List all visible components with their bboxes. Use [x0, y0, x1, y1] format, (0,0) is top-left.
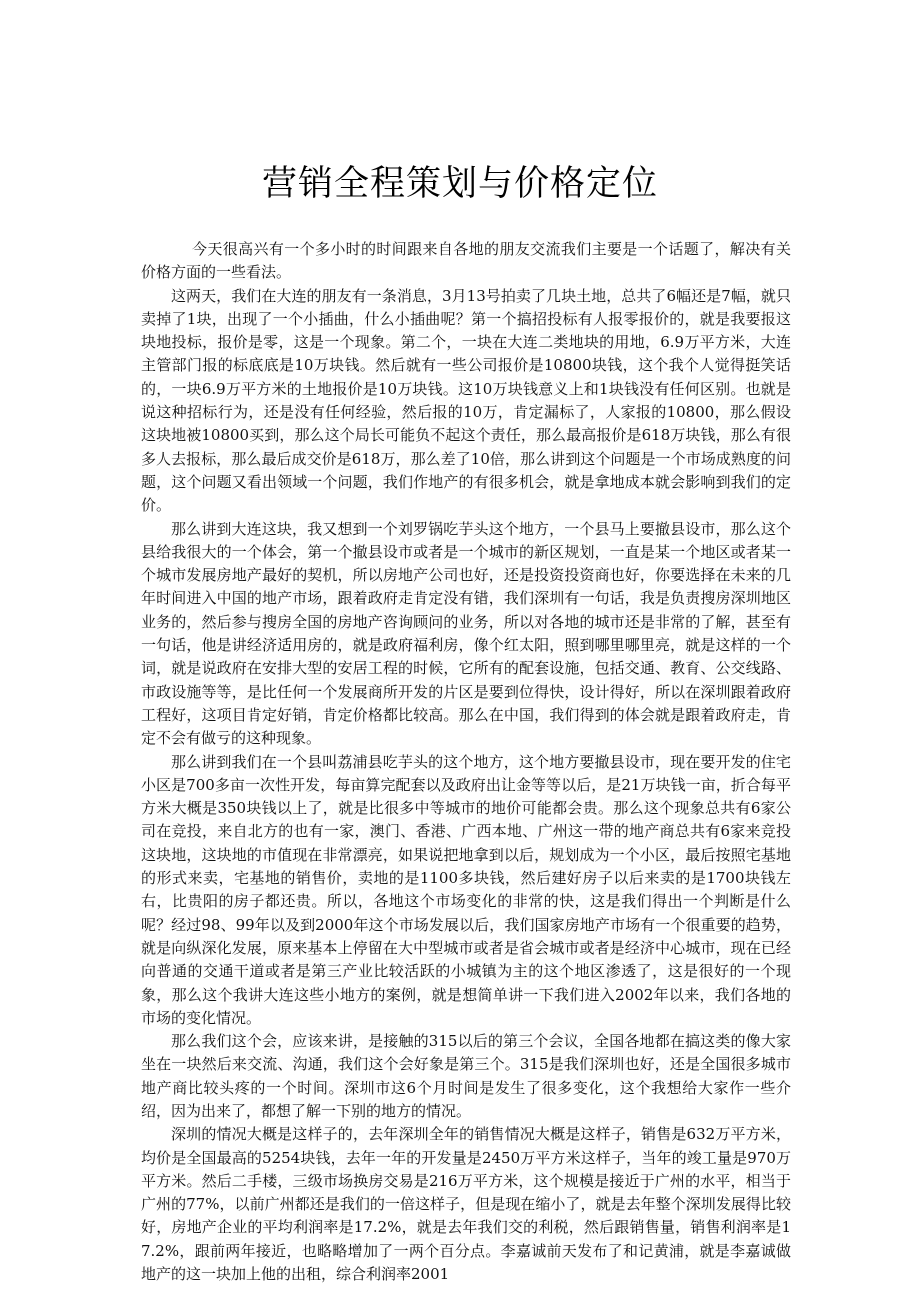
paragraph: 那么讲到大连这块，我又想到一个刘罗锅吃芋头这个地方，一个县马上要撤县设市，那么这个县给我很大的一个体会，第一个撤县设市或者是一个城市的新区规划，一直是某一个地区或者某一个城市发展房地产最好的契机，所以房地产公司也好，还是投资投资商也好，你要选择在未来的几年时间进入中国的地产市场，跟着政府走肯定没有错，我们深圳有一句话，我是负责搜房深圳地区业务的，然后参与搜房全国的房地产咨询顾问的业务，所以对各地的城市还是非常的了解，甚至有一句话，他是讲经济适用房的，就是政府福利房，像个红太阳，照到哪里哪里亮，就是这样的一个词，就是说政府在安排大型的安居工程的时候，它所有的配套设施，包括交通、教育、公交线路、市政设施等等，是比任何一个发展商所开发的片区是要到位得快，设计得好，所以在深圳跟着政府工程好，这项目肯定好销，肯定价格都比较高。那么在中国，我们得到的体会就是跟着政府走，肯定不会有做亏的这种现象。 [141, 519, 791, 748]
document-body [141, 238, 791, 1286]
paragraph: 今天很高兴有一个多小时的时间跟来自各地的朋友交流我们主要是一个话题了，解决有关价格方面的一些看法。 [141, 240, 791, 282]
paragraph: 那么我们这个会，应该来讲，是接触的315以后的第三个会议，全国各地都在搞这类的像大家坐在一块然后来交流、沟通，我们这个会好象是第三个。315是我们深圳也好，还是全国很多城市地产商比较头疼的一个时间。深圳市这6个月时间是发生了很多变化，这个我想给大家作一些介绍，因为出来了，都想了解一下别的地方的情况。 [141, 1032, 791, 1120]
paragraph: 深圳的情况大概是这样子的，去年深圳全年的销售情况大概是这样子，销售是632万平方米，均价是全国最高的5254块钱，去年一年的开发量是2450万平方米这样子，当年的竣工量是970万平方米。然后二手楼，三级市场换房交易是216万平方米，这个规模是接近于广州的水平，相当于广州的77%，以前广州都还是我们的一倍这样子，但是现在缩小了，就是去年整个深圳发展得比较好，房地产企业的平均利润率是17.2%，就是去年我们交的利税，然后跟销售量，销售利润率是17.2%，跟前两年接近，也略略增加了一两个百分点。李嘉诚前天发布了和记黄浦，就是李嘉诚做地产的这一块加上他的出租，综合利润率2001 [141, 1125, 791, 1284]
document-title: 营销全程策划与价格定位 [261, 164, 658, 204]
paragraph: 那么讲到我们在一个县叫荔浦县吃芋头的这个地方，这个地方要撤县设市，现在要开发的住宅小区是700多亩一次性开发，每亩算完配套以及政府出让金等等以后，是21万块钱一亩，折合每平方米大概是350块钱以上了，就是比很多中等城市的地价可能都会贵。那么这个现象总共有6家公司在竞投，来自北方的也有一家，澳门、香港、广西本地、广州这一带的地产商总共有6家来竞投这块地，这块地的市值现在非常漂亮，如果说把地拿到以后，规划成为一个小区，最后按照宅基地的形式来卖，宅基地的销售价，卖地的是1100多块钱，然后建好房子以后来卖的是1700块钱左右，比贵阳的房子都还贵。所以，各地这个市场变化的非常的快，这是我们得出一个判断是什么呢？经过98、99年以及到2000年这个市场发展以后，我们国家房地产市场有一个很重要的趋势，就是向纵深化发展，原来基本上停留在大中型城市或者是省会城市或者是经济中心城市，现在已经向普通的交通干道或者是第三产业比较活跃的小城镇为主的这个地区渗透了，这是很好的一个现象，那么这个我讲大连这些小地方的案例，就是想简单讲一下我们进入2002年以来，我们各地的市场的变化情况。 [141, 752, 791, 1027]
paragraph: 这两天，我们在大连的朋友有一条消息，3月13号拍卖了几块土地，总共了6幅还是7幅，就只卖掉了1块，出现了一个小插曲，什么小插曲呢？第一个搞招投标有人报零报价的，就是我要报这块地投标，报价是零，这是一个现象。第二个，一块在大连二类地块的用地，6.9万平方米，大连主管部门报的标底底是10万块钱。然后就有一些公司报价是10800块钱，这个我个人觉得挺笑话的，一块6.9万平方米的土地报价是10万块钱。这10万块钱意义上和1块钱没有任何区别。也就是说这种招标行为，还是没有任何经验，然后报的10万，肯定漏标了，人家报的10800，那么假设这块地被10800买到，那么这个局长可能负不起这个责任，那么最高报价是618万块钱，那么有很多人去报标，那么最后成交价是618万，那么差了10倍，那么讲到这个问题是一个市场成熟度的问题，这个问题又看出领域一个问题，我们作地产的有很多机会，就是拿地成本就会影响到我们的定价。 [141, 286, 791, 515]
